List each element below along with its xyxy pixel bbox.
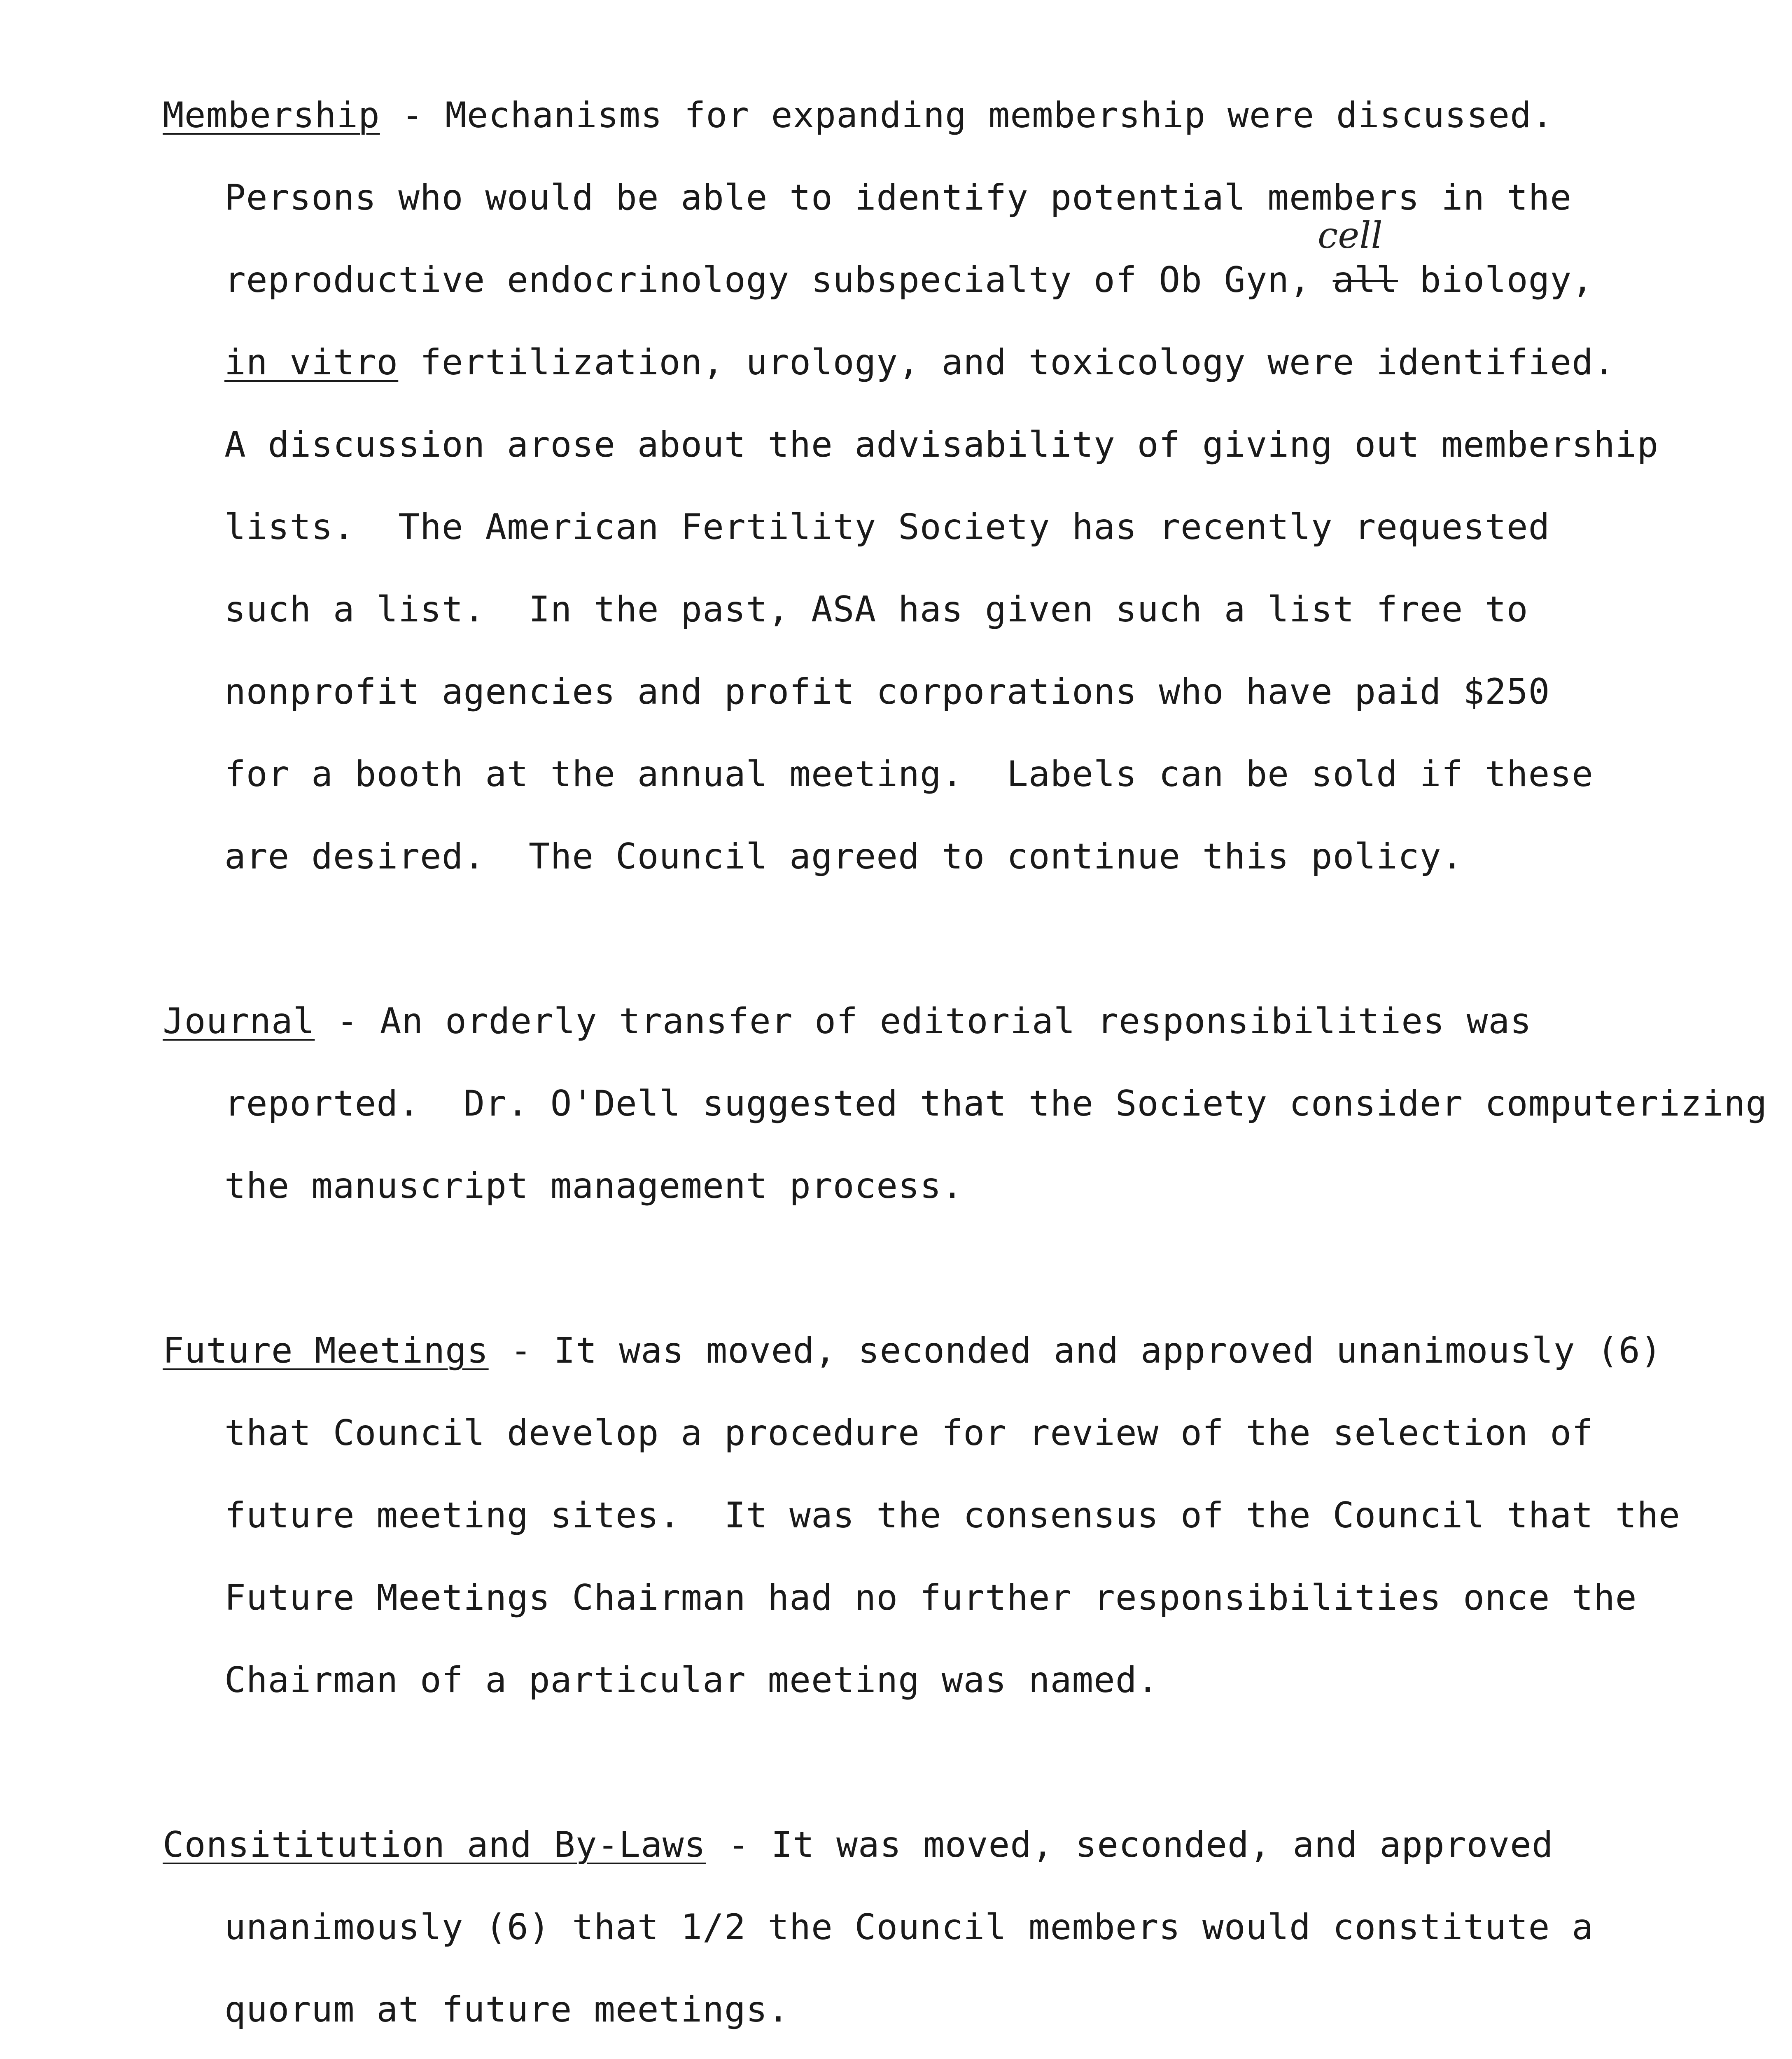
journal-line-1: Journal - An orderly transfer of editorial responsibilities was <box>163 1001 1532 1042</box>
membership-line-9: for a booth at the annual meeting. Labels can be sold if these <box>224 754 1594 795</box>
membership-line-3: reproductive endocrinology subspecialty of Ob Gyn, all biology, <box>224 259 1594 301</box>
membership-line-8: nonprofit agencies and profit corporations who have paid $250 <box>224 671 1550 712</box>
journal-heading: Journal <box>163 1001 315 1042</box>
membership-heading: Membership <box>163 95 380 136</box>
membership-line-10: are desired. The Council agreed to continue this policy. <box>224 836 1463 877</box>
constitution-heading: Consititution and By-Laws <box>163 1824 706 1865</box>
journal-line-2: reported. Dr. O'Dell suggested that the Society consider computerizing <box>224 1083 1768 1124</box>
membership-line-1: Membership - Mechanisms for expanding membership were discussed. <box>163 95 1554 136</box>
struck-word-all: all <box>1332 259 1398 301</box>
future-meetings-line-2: that Council develop a procedure for review of the selection of <box>224 1412 1594 1454</box>
membership-line-2: Persons who would be able to identify potential members in the <box>224 177 1572 218</box>
membership-line-4: in vitro fertilization, urology, and toxicology were identified. <box>224 342 1615 383</box>
future-meetings-line-1: Future Meetings - It was moved, seconded and approved unanimously (6) <box>163 1330 1662 1371</box>
future-meetings-line-4: Future Meetings Chairman had no further responsibilities once the <box>224 1577 1637 1618</box>
membership-line-5: A discussion arose about the advisability of giving out membership <box>224 424 1659 465</box>
handwritten-insert-cell: cell <box>1318 214 1383 257</box>
in-vitro-underlined: in vitro <box>224 342 399 383</box>
membership-line-6: lists. The American Fertility Society has recently requested <box>224 507 1550 548</box>
constitution-line-3: quorum at future meetings. <box>224 1989 790 2030</box>
future-meetings-line-5: Chairman of a particular meeting was named. <box>224 1660 1159 1701</box>
constitution-line-1: Consititution and By-Laws - It was moved, seconded, and approved <box>163 1824 1554 1865</box>
constitution-line-2: unanimously (6) that 1/2 the Council members would constitute a <box>224 1907 1594 1948</box>
future-meetings-heading: Future Meetings <box>163 1330 489 1371</box>
future-meetings-line-3: future meeting sites. It was the consensus of the Council that the <box>224 1495 1681 1536</box>
membership-line-7: such a list. In the past, ASA has given such a list free to <box>224 589 1528 630</box>
journal-line-3: the manuscript management process. <box>224 1165 964 1207</box>
